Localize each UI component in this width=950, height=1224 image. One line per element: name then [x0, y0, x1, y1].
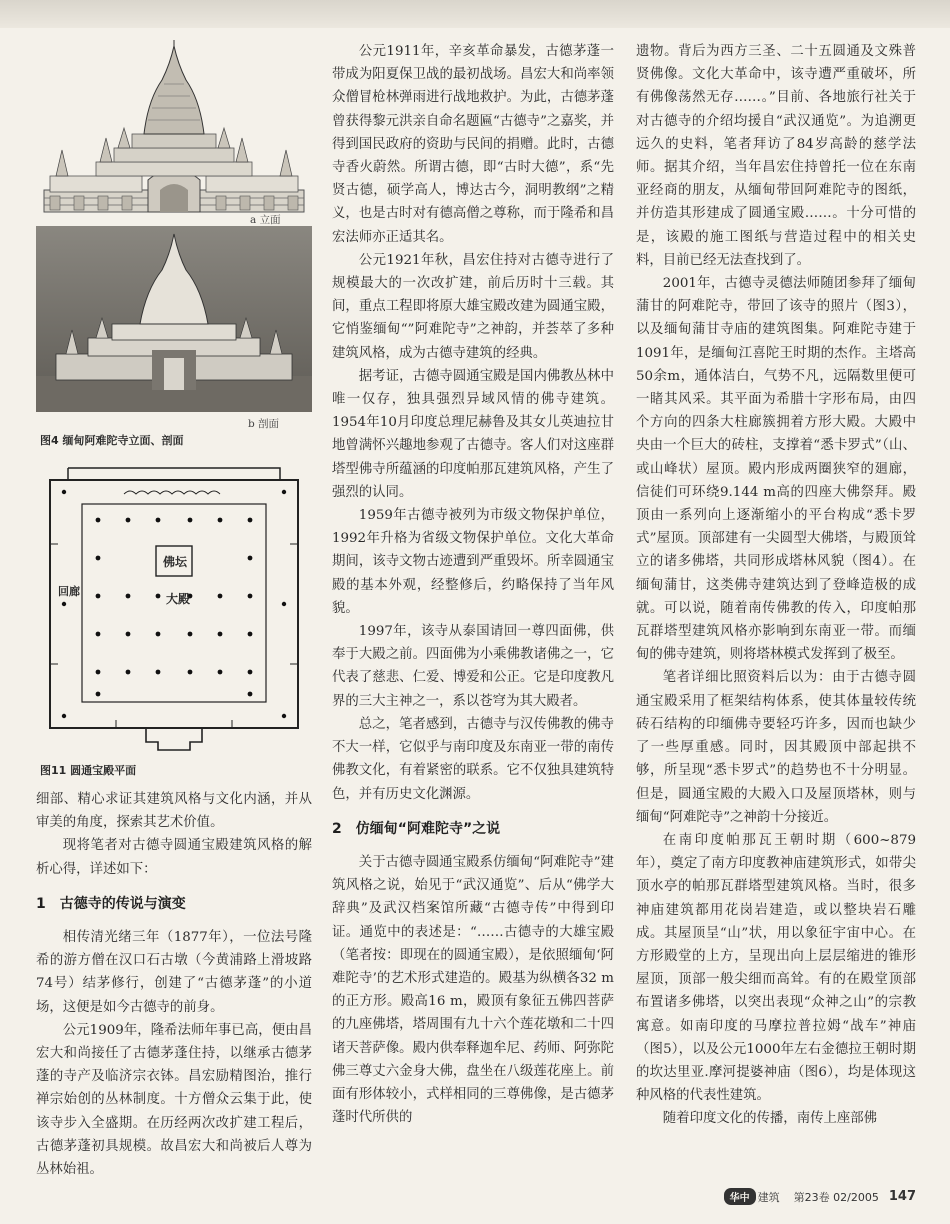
section-2-number: 2 — [332, 820, 342, 837]
col2-paragraph-7: 关于古德寺圆通宝殿系仿缅甸“阿难陀寺”建筑风格之说，始见于“武汉通览”、后从“佛学大辞典”及武汉档案馆所藏“古德寺传”中得到印证。通览中的表述是：“……古德寺的大雄宝殿（笔者按：即现在的圆通宝殿），是依照缅甸‘阿难陀寺’的艺术形式建造的。殿基为纵横各32 m的正方形。殿高16 m，殿顶有象征五佛四菩萨的九座佛塔，塔周围有九十六个莲花墩和二十四诸天菩萨像。殿内供奉释迦牟尼、药师、阿弥陀佛三尊丈六金身大佛，盘坐在八级莲花座上。前面有形体较小，式样相同的三尊佛像，是古德茅蓬时代所供的 — [332, 854, 614, 1126]
page-number: 147 — [888, 1189, 916, 1204]
journal-volume: 第23卷 02/2005 — [793, 1190, 879, 1204]
figure11-hall-label: 大殿 — [166, 592, 191, 606]
section-1-title: 古德寺的传说与演变 — [59, 895, 186, 912]
column-1 — [36, 788, 312, 1181]
col3-paragraph-2: 2001年，古德寺灵德法师随团参拜了缅甸蒲甘的阿难陀寺，带回了该寺的照片（图3），以及缅甸蒲甘寺庙的建筑图集。阿难陀寺建于1091年，是缅甸江喜陀王时期的杰作。主塔高50余m，通体洁白，气势不凡，远隔数里便可一睹其风采。其平面为希腊十字形布局，由四个方向的四条大柱廊簇拥着方形大殿。大殿中央由一个巨大的砖柱，支撑着“悉卡罗式”（山、或山峰状）屋顶。殿内形成两圈狭窄的廻廊，信徒们可环绕9.144 m高的四座大佛祭拜。殿顶由一系列向上逐渐缩小的平台构成“悉卡罗式”屋顶。顶部建有一尖圆型大佛塔，与殿顶耸立的诸多佛塔，共同形成塔林风貌（图4）。在缅甸蒲甘，这类佛寺建筑达到了登峰造极的成就。可以说，随着南传佛教的传入，印度帕那瓦群塔型建筑风格亦影响到东南亚一带。而缅甸的佛寺建筑，则将塔林模式发挥到了极至。 — [636, 276, 916, 663]
col1-paragraph-1: 细部、精心求证其建筑风格与文化内涵，并从审美的角度，探索其艺术价值。 — [36, 792, 312, 831]
figure4-label-a: a 立面 — [250, 214, 281, 226]
col2-paragraph-1: 公元1911年，辛亥革命暴发，古德茅蓬一带成为阳夏保卫战的最初战场。昌宏大和尚率领众僧冒枪林弹雨进行战地救护。为此，古德茅蓬曾获得黎元洪亲自命名题匾“古德寺”之嘉奖，并得到国民政府的资助与民间的捐赠。此时，古德寺香火蔚然。所谓古德，即“古时大德”，系“先贤古德，硕学高人，博达古今，洞明教纲”之精义，也是古时对有德高僧之尊称，而于隆希和昌宏法师亦正适其名。 — [332, 44, 614, 245]
col3-paragraph-1: 遗物。背后为西方三圣、二十五圆通及文殊普贤佛像。文化大革命中，该寺遭严重破坏，所有佛像荡然无存……。”目前、各地旅行社关于对古德寺的介绍均援自“武汉通览”。为追溯更远久的史料，笔者拜访了84岁高龄的慈学法师。据其介绍，当年昌宏住持曾托一位在东南亚经商的朋友，从缅甸带回阿难陀寺的图纸，并仿造其形建成了圆通宝殿……。十分可惜的是，该殿的施工图纸与营造过程中的相关史料，目前已经无法查找到了。 — [636, 44, 916, 268]
figure11-caption: 图11 圆通宝殿平面 — [40, 764, 137, 777]
section-2-title: 仿缅甸“阿难陀寺”之说 — [355, 820, 501, 837]
col1-paragraph-4: 公元1909年，隆希法师年事已高，便由昌宏大和尚接任了古德茅蓬住持，以继承古德茅蓬的寺产及临济宗衣钵。昌宏励精图治，推行禅宗始创的丛林制度。十方僧众云集于此，使该寺步入全盛期。在历经两次改扩建工程后，古德茅蓬初具规模。故昌宏大和尚被后人尊为丛林始祖。 — [36, 1022, 312, 1178]
column-3 — [636, 40, 916, 1131]
figure4-section — [36, 226, 312, 412]
figure11-corridor-label: 回廊 — [58, 585, 80, 598]
figure4-elevation — [36, 40, 312, 220]
journal-name: 建筑 — [757, 1190, 780, 1204]
col3-paragraph-5: 随着印度文化的传播，南传上座部佛 — [662, 1111, 878, 1127]
section-1-heading — [36, 893, 312, 916]
section-2-heading — [332, 818, 614, 841]
figure11-altar-label: 佛坛 — [163, 555, 188, 569]
figure4-caption: 图4 缅甸阿难陀寺立面、剖面 — [40, 434, 184, 447]
journal-badge: 华中 — [724, 1188, 756, 1205]
col3-paragraph-3: 笔者详细比照资料后以为：由于古德寺圆通宝殿采用了框架结构体系，使其体量较传统砖石结构的印缅佛寺要轻巧许多，因而也缺少了一些厚重感。同时，因其殿顶中部起拱不够，所呈现“悉卡罗式”的趋势也不十分明显。但是，圆通宝殿的大殿入口及屋顶塔林，则与缅甸“阿难陀寺”之神韵十分接近。 — [636, 670, 916, 825]
col2-paragraph-2: 公元1921年秋，昌宏住持对古德寺进行了规模最大的一次改扩建，前后历时十三载。其间，重点工程即将原大雄宝殿改建为圆通宝殿，它悄鉴缅甸“”阿难陀寺”之神韵，并荟萃了多种建筑风格，成为古德寺建筑的经典。 — [332, 252, 614, 361]
column-2 — [332, 40, 614, 1129]
col2-paragraph-6: 总之，笔者感到，古德寺与汉传佛教的佛寺不大一样，它似乎与南印度及东南亚一带的南传佛教文化，有着紧密的联系。它不仅独具建筑特色，并有历史文化渊源。 — [332, 716, 614, 802]
scan-top-strip — [0, 0, 950, 28]
col1-paragraph-3: 相传清光绪三年（1877年），一位法号隆希的游方僧在汉口石古墩（今黄浦路上滑坡路74号）结茅修行，创建了“古德茅蓬”的小道场，这便是如今古德寺的前身。 — [36, 930, 312, 1015]
col3-paragraph-4: 在南印度帕那瓦王朝时期（600~879年），奠定了南方印度教神庙建筑形式，如带尖顶水亭的帕那瓦群塔型建筑风格。当时，很多神庙建筑都用花岗岩建造，或以整块岩石雕成。其屋顶呈“山”状，用以象征宇宙中心。在方形殿堂的上方，呈现出向上层层缩进的锥形屋顶，顶部一般尖细而高耸。有的在殿堂顶部布置诸多佛塔，以突出表现“众神之山”的宗教寓意。如南印度的马摩拉普拉姆“战车”神庙（图5），以及公元1000年左右金德拉王朝时期的坎达里亚.摩河提婆神庙（图6），均是体现这种风格的代表性建筑。 — [636, 832, 916, 1104]
col2-paragraph-4: 1959年古德寺被列为市级文物保护单位，1992年升格为省级文物保护单位。文化大革命期间，该寺文物古迹遭到严重毁坏。所幸圆通宝殿的基本外观，经整修后，约略保持了当年风貌。 — [332, 508, 614, 616]
col2-paragraph-3: 据考证，古德寺圆通宝殿是国内佛教丛林中唯一仅存，独具强烈异域风情的佛寺建筑。1954年10月印度总理尼赫鲁及其女儿英迪拉甘地曾满怀兴趣地参观了古德寺。客人们对这座群塔型佛寺所蕴涵的印度帕那瓦建筑风格，产生了强烈的认同。 — [332, 368, 614, 500]
figure4-label-b: b 剖面 — [248, 418, 280, 430]
section-1-number: 1 — [36, 895, 46, 912]
col1-paragraph-2: 现将笔者对古德寺圆通宝殿建筑风格的解析心得，详述如下： — [36, 838, 312, 877]
col2-paragraph-5: 1997年，该寺从泰国请回一尊四面佛，供奉于大殿之前。四面佛为小乘佛教诸佛之一，它代表了慈悲、仁爱、博爱和公正。它是印度教凡界的三大主神之一，系以苍穹为其大殿者。 — [332, 624, 614, 709]
page-footer — [724, 1188, 916, 1205]
